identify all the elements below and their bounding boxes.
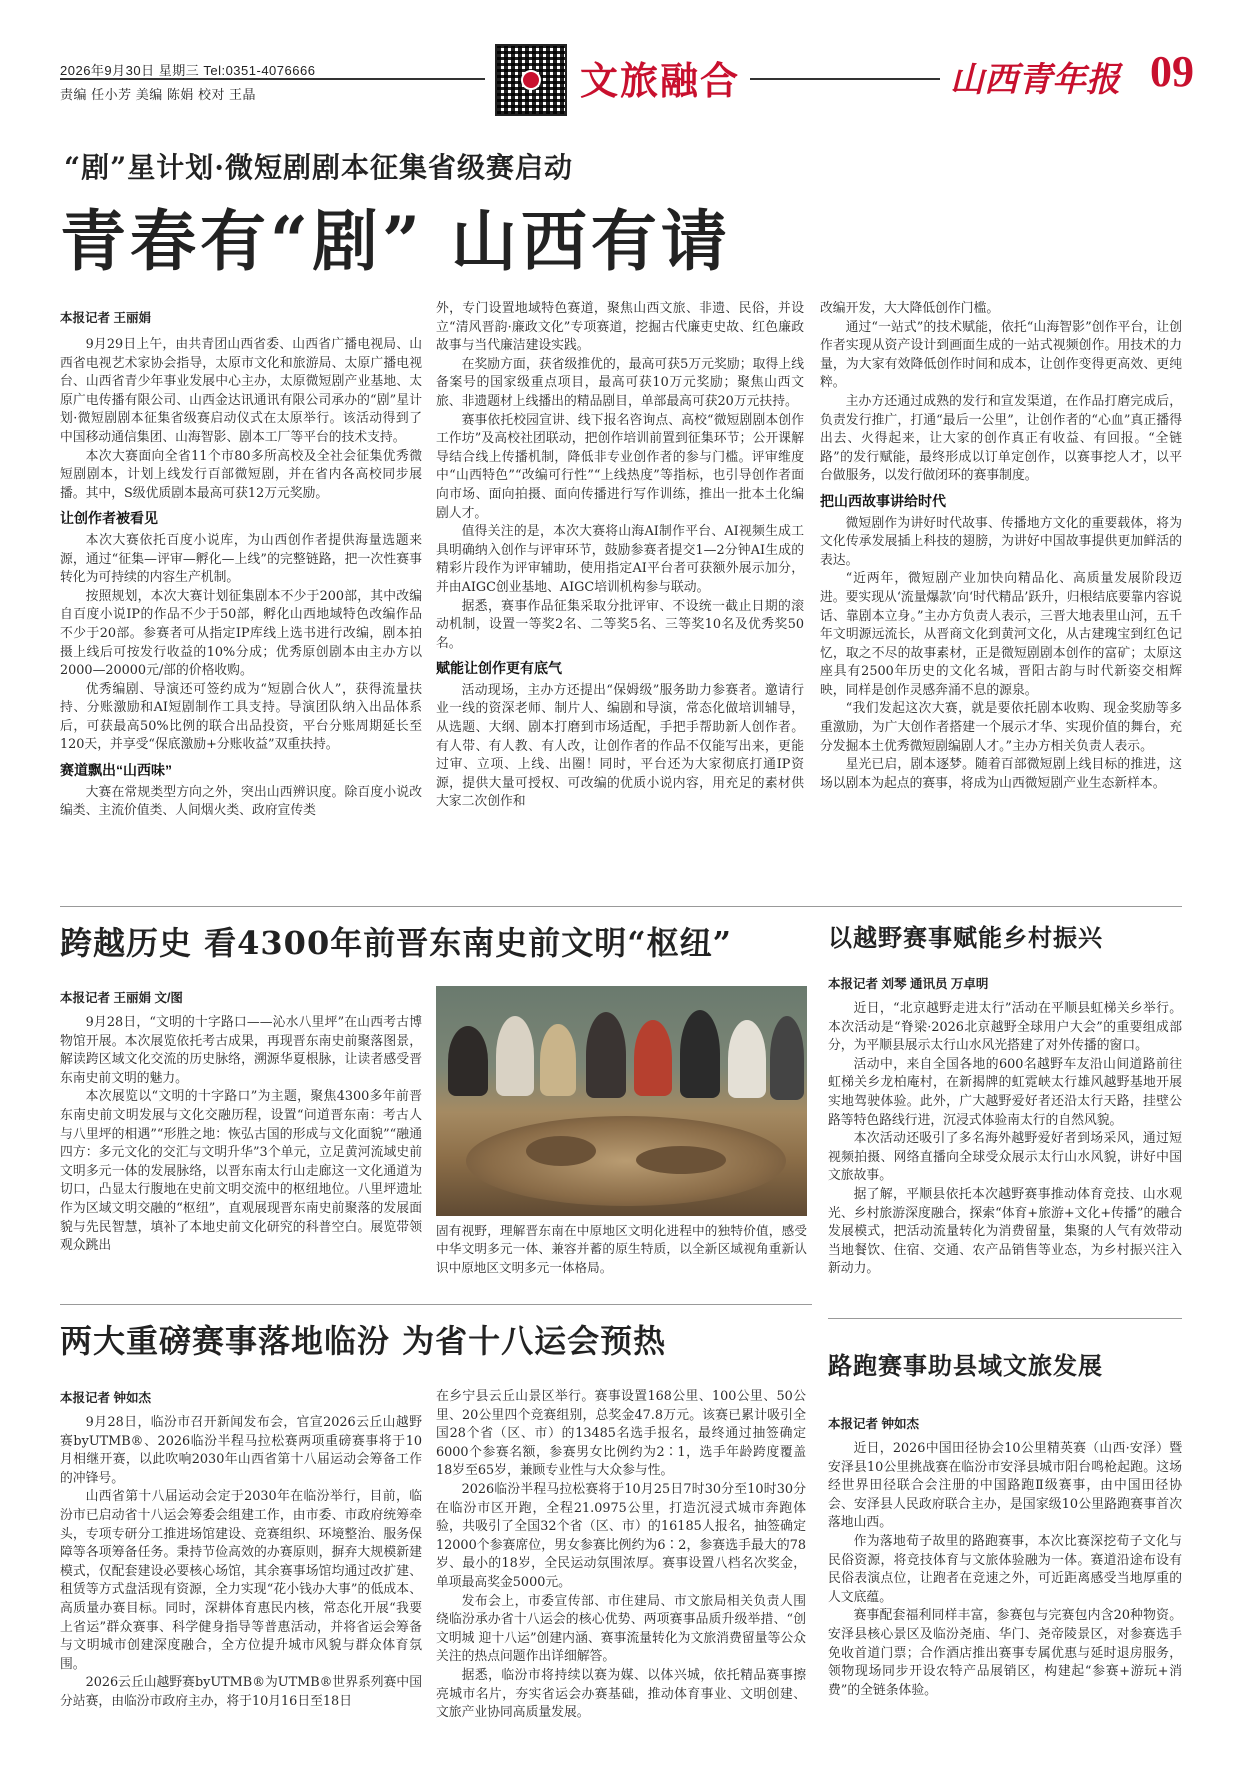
- paragraph: 据了解，平顺县依托本次越野赛事推动体育竞技、山水观光、乡村旅游深度融合，探索“体育+旅游+文化+传播”的融合发展模式，把活动流量转化为消费留量，集聚的人气有效带动当地餐饮、住宿、交通、农产品销售等业态，为乡村振兴注入新动力。: [828, 1186, 1182, 1277]
- lead-column-2: [436, 300, 804, 812]
- paragraph: 本次展览以“文明的十字路口”为主题，聚焦4300多年前晋东南史前文明发展与文化交融历程，设置“问道晋东南：考古人与八里坪的相遇”“形胜之地：恢弘古国的形成与文化面貌”“融通四方：多元文化的交汇与文明升华”3个单元，立足黄河流域史前文明多元一体的发展脉络，以晋东南太行山走廊这一文化通道为切口，凸显太行腹地在史前文明交流中的枢纽地位。八里坪遗址作为区域文明交融的“枢纽”，直观展现晋东南史前聚落的发展面貌与先民智慧，填补了本地史前文化研究的科普空白。展览带领观众跳出: [60, 1089, 422, 1254]
- history-headline: 跨越历史 看4300年前晋东南史前文明“枢纽”: [60, 924, 733, 962]
- lead-column-1: [60, 336, 422, 821]
- paragraph: 9月28日，临汾市召开新闻发布会，官宣2026云丘山越野赛byUTMB®、2026临汾半程马拉松赛两项重磅赛事将于10月相继开赛，以此吹响2030年山西省第十八届运动会筹备工作的冲锋号。: [60, 1415, 422, 1486]
- paragraph: 大赛在常规类型方向之外，突出山西辨识度。除百度小说改编类、主流价值类、人间烟火类、政府宣传类: [60, 784, 422, 819]
- lead-kicker: “剧”星计划·微短剧剧本征集省级赛启动: [64, 151, 573, 184]
- paragraph: “近两年，微短剧产业加快向精品化、高质量发展阶段迈进。要实现从‘流量爆款’向‘时代精品’跃升，归根结底要靠内容说话、靠剧本立身。”主办方负责人表示，三晋大地表里山河，五千年文明源远流长，从晋商文化到黄河文化，从古建瑰宝到红色记忆，取之不尽的故事素材，正是微短剧剧本创作的富矿；太原这座具有2500年历史的文化名城，晋阳古韵与时代新姿交相辉映，同样是创作灵感奔涌不息的源泉。: [820, 571, 1182, 698]
- paragraph: 据悉，临汾市将持续以赛为媒、以体兴城，依托精品赛事擦亮城市名片，夯实省运会办赛基础，推动体育事业、文明创建、文旅产业协同高质量发展。: [436, 1667, 806, 1721]
- sidebar-divider: [828, 1318, 1182, 1319]
- paragraph: 9月29日上午，由共青团山西省委、山西省广播电视局、山西省电视艺术家协会指导，太原市文化和旅游局、太原广播电视台、山西省青少年事业发展中心主办，太原微短剧产业基地、太原广电传播有限公司、山西金达讯通讯有限公司承办的“剧”星计划·微短剧剧本征集省级赛启动仪式在太原举行。该活动得到了中国移动通信集团、山海智影、剧本工厂等平台的技术支持。: [60, 337, 422, 445]
- lead-headline: 青春有“剧” 山西有请: [60, 202, 731, 280]
- section-divider-2: [60, 1304, 812, 1305]
- paragraph: 微短剧作为讲好时代故事、传播地方文化的重要载体，将为文化传承发展插上科技的翅膀，为讲好中国故事提供更加鲜活的表达。: [820, 515, 1182, 568]
- rural-byline: 本报记者 刘琴 通讯员 万卓明: [828, 977, 989, 991]
- paragraph: 9月28日，“文明的十字路口——沁水八里坪”在山西考古博物馆开展。本次展览依托考古成果，再现晋东南史前聚落图景，解读跨区域文化交流的历史脉络，溯源华夏根脉，让读者感受晋东南史前文明的魅力。: [60, 1015, 422, 1086]
- subheading: 赛道飘出“山西味”: [60, 762, 172, 779]
- road-headline: 路跑赛事助县域文旅发展: [828, 1351, 1103, 1380]
- paragraph: 通过“一站式”的技术赋能，依托“山海智影”创作平台，让创作者实现从资产设计到画面生成的一站式视频创作。用技术的力量，为大家有效降低创作时间和成本，让创作变得更高效、更纯粹。: [820, 319, 1182, 391]
- masthead-rule-right: [750, 78, 940, 80]
- road-byline: 本报记者 钟如杰: [828, 1417, 919, 1431]
- rural-headline: 以越野赛事赋能乡村振兴: [828, 923, 1103, 952]
- paragraph: 星光已启，剧本逐梦。随着百部微短剧上线目标的推进，这场以剧本为起点的赛事，将成为山西微短剧产业生态新样本。: [820, 757, 1182, 791]
- paragraph: 优秀编剧、导演还可签约成为“短剧合伙人”，获得流量扶持、分账激励和AI短剧制作工具支持。导演团队纳入出品体系后，可获最高50%比例的联合出品投资，平台分账周期延长至120天，并享受“保底激励+分账收益”双重扶持。: [60, 681, 422, 753]
- paragraph: 近日，“北京越野走进太行”活动在平顺县虹梯关乡举行。本次活动是“脊梁·2026北京越野全球用户大会”的重要组成部分，为平顺县展示太行山水风光搭建了对外传播的窗口。: [828, 1001, 1182, 1054]
- subheading: 让创作者被看见: [60, 510, 158, 527]
- masthead: [60, 44, 1200, 124]
- section-title: 文旅融合: [580, 58, 741, 103]
- paragraph: 活动现场，主办方还提出“保姆级”服务助力参赛者。邀请行业一线的资深老师、制片人、编剧和导演，常态化做培训辅导，从选题、大纲、剧本打磨到市场适配，手把手帮助新人创作者。有人带、有人教、有人改，让创作者的作品不仅能写出来，更能过审、立项、上线、出圈！同时，平台还为大家彻底打通IP资源，提供大量可授权、可改编的优质小说内容，用充足的素材供大家二次创作和: [436, 682, 804, 810]
- paragraph: 赛事依托校园宣讲、线下报名咨询点、高校“微短剧剧本创作工作坊”及高校社团联动，把创作培训前置到征集环节；公开课解导结合线上传播机制，降低非专业创作者的参与门槛。评审维度中“山西特色”“改编可行性”“上线热度”等指标，也引导创作者面向市场、面向拍摄、面向传播进行写作训练，推出一批本土化编剧人才。: [436, 412, 804, 521]
- paragraph: 本次活动还吸引了多名海外越野爱好者到场采风，通过短视频拍摄、网络直播向全球受众展示太行山水风貌，讲好中国文旅故事。: [828, 1131, 1182, 1184]
- issue-date: 2026年9月30日 星期三 Tel:0351-4076666: [60, 63, 316, 78]
- photo-caption: 固有视野，理解晋东南在中原地区文明化进程中的独特价值，感受中华文明多元一体、兼容并蓄的原生特质，以全新区域视角重新认识中原地区文明多元一体格局。: [436, 1223, 807, 1275]
- paragraph: 值得关注的是，本次大赛将山海AI制作平台、AI视频生成工具明确纳入创作与评审环节，鼓励参赛者提交1—2分钟AI生成的精彩片段作为评审辅助，使用指定AI平台者可获额外展示加分，并由AIGC创业基地、AIGC培训机构参与联动。: [436, 524, 804, 595]
- paragraph: 在乡宁县云丘山景区举行。赛事设置168公里、100公里、50公里、20公里四个竞赛组别，总奖金47.8万元。该赛已累计吸引全国28个省（区、市）的13485名选手报名，最终通过抽签确定6000个参赛名额，参赛男女比例约为2∶1，选手年龄跨度覆盖18岁至65岁，兼顾专业性与大众参与性。: [436, 1389, 806, 1479]
- lead-byline: 本报记者 王丽娟: [60, 311, 151, 325]
- paragraph: 山西省第十八届运动会定于2030年在临汾举行，目前，临汾市已启动省十八运会筹委会组建工作，由市委、市政府统筹牵头，专项专研分工推进场馆建设、竞赛组织、环境整治、服务保障等各项筹备任务。秉持节俭高效的办赛原则，摒弃大规模新建模式，仅配套建设必要核心场馆，其余赛事场馆均通过改扩建、租赁等方式盘活现有资源，全力实现“花小钱办大事”的低成本、高质量办赛目标。同时，深耕体育惠民内核，常态化开展“我要上省运”群众赛事、科学健身指导等普惠活动，并将省运会筹备与文明城市创建深度融合，全方位提升城市风貌与群众体育氛围。: [60, 1489, 422, 1672]
- road-column: [828, 1440, 1182, 1700]
- paragraph: 赛事配套福利同样丰富，参赛包与完赛包内含20种物资。安泽县核心景区及临汾尧庙、华门、尧帝陵景区，对参赛选手免收首道门票；合作酒店推出赛事专属优惠与延时退房服务，领物现场同步开设农特产品展销区，构建起“参赛+游玩+消费”的全链条体验。: [828, 1608, 1182, 1698]
- paragraph: 改编开发，大大降低创作门槛。: [820, 301, 1000, 316]
- newspaper-logo: 山西青年报: [950, 60, 1120, 100]
- paragraph: 2026临汾半程马拉松赛将于10月25日7时30分至10时30分在临汾市区开跑，全程21.0975公里，打造沉浸式城市奔跑体验，共吸引了全国32个省（区、市）的16185人报名，抽签确定12000个参赛席位，男女参赛比例约为6∶2，参赛选手最大的78岁、最小的18岁，全民运动氛围浓厚。赛事设置八档名次奖金，单项最高奖金5000元。: [436, 1481, 806, 1590]
- subheading: 把山西故事讲给时代: [820, 492, 946, 509]
- paragraph: “我们发起这次大赛，就是要依托剧本收购、现金奖励等多重激励，为广大创作者搭建一个展示才华、实现价值的舞台，充分发掘本土优秀微短剧编剧人才。”主办方相关负责人表示。: [820, 701, 1182, 754]
- paragraph: 2026云丘山越野赛byUTMB®为UTMB®世界系列赛中国分站赛，由临汾市政府主办，将于10月16日至18日: [60, 1675, 422, 1709]
- editor-credits: 责编 任小芳 美编 陈娟 校对 王晶: [60, 87, 257, 102]
- sports-headline: 两大重磅赛事落地临汾 为省十八运会预热: [60, 1322, 667, 1360]
- paragraph: 近日，2026中国田径协会10公里精英赛（山西·安泽）暨安泽县10公里挑战赛在临汾市安泽县城市阳台鸣枪起跑。这场经世界田径联合会注册的中国路跑Ⅱ级赛事，由中国田径协会、安泽县人民政府联合主办，是国家级10公里路跑赛事首次落地山西。: [828, 1441, 1182, 1531]
- subheading: 赋能让创作更有底气: [436, 660, 562, 677]
- paragraph: 主办方还通过成熟的发行和宣发渠道，在作品打磨完成后，负责发行推广，打通“最后一公里”，让创作者的“心血”真正播得出去、火得起来，让大家的创作真正有收益、有回报。“全链路”的发行赋能，最终形成以订单定创作，以赛事挖人才，以平台做服务，以发行做闭环的赛事制度。: [820, 393, 1182, 484]
- qr-code-icon[interactable]: [495, 44, 567, 116]
- history-column-1: [60, 1014, 422, 1256]
- paragraph: 活动中，来自全国各地的600名越野车友沿山间道路前往虹梯关乡龙柏庵村，在新揭牌的虹霓峡太行雄风越野基地开展实地驾驶体验。此外，广大越野爱好者还沿太行天路，挂壁公路等特色路线行进，沉浸式体验南太行的自然风貌。: [828, 1056, 1182, 1128]
- paragraph: 发布会上，市委宣传部、市住建局、市文旅局相关负责人围绕临汾承办省十八运会的核心优势、两项赛事品质升级举措、“创文明城 迎十八运”创建内涵、赛事流量转化为文旅消费留量等公众关注的热点问题作出详细解答。: [436, 1593, 806, 1665]
- paragraph: 本次大赛面向全省11个市80多所高校及全社会征集优秀微短剧剧本，计划上线发行百部微短剧，并在省内各高校同步展播。其中，S级优质剧本最高可获12万元奖励。: [60, 448, 422, 501]
- section-divider: [60, 906, 1182, 907]
- paragraph: 作为落地荀子故里的路跑赛事，本次比赛深挖荀子文化与民俗资源，将竞技体育与文旅体验融为一体。赛道沿途布设有民俗表演点位，让跑者在竞速之外，可近距离感受当地厚重的人文底蕴。: [828, 1533, 1182, 1605]
- paragraph: 外，专门设置地域特色赛道，聚焦山西文旅、非遗、民俗，并设立“清风晋韵·廉政文化”专项赛道，挖掘古代廉吏史故、红色廉政故事与当代廉洁建设实践。: [436, 301, 804, 354]
- rural-column: [828, 1000, 1182, 1279]
- sports-column-2: [436, 1388, 806, 1723]
- page-number: 09: [1150, 47, 1194, 96]
- paragraph: 在奖励方面，获省级推优的，最高可获5万元奖励；取得上线备案号的国家级重点项目，最高可获10万元奖励；聚焦山西文旅、非遗题材上线播出的精品剧目，单部最高可获20万元扶持。: [436, 356, 804, 409]
- paragraph: 据悉，赛事作品征集采取分批评审、不设统一截止日期的滚动机制，设置一等奖2名、二等奖5名、三等奖10名及优秀奖50名。: [436, 598, 804, 651]
- sports-byline: 本报记者 钟如杰: [60, 1391, 151, 1405]
- lead-column-3: [820, 300, 1182, 793]
- history-byline: 本报记者 王丽娟 文/图: [60, 991, 183, 1005]
- sports-column-1: [60, 1414, 422, 1712]
- paragraph: 按照规划，本次大赛计划征集剧本不少于200部，其中改编自百度小说IP的作品不少于50部，孵化山西地域特色改编作品不少于20部。参赛者可从指定IP库线上选书进行改编，剧本拍摄上线后可按发行收益的10%分成；优秀原创剧本由主办方以2000—20000元/部的价格收购。: [60, 588, 422, 679]
- masthead-rule: [60, 78, 485, 80]
- paragraph: 本次大赛依托百度小说库，为山西创作者提供海量选题来源，通过“征集—评审—孵化—上线”的完整链路，把一次性赛事转化为可持续的内容生产机制。: [60, 532, 422, 586]
- excavation-photo: [436, 986, 807, 1216]
